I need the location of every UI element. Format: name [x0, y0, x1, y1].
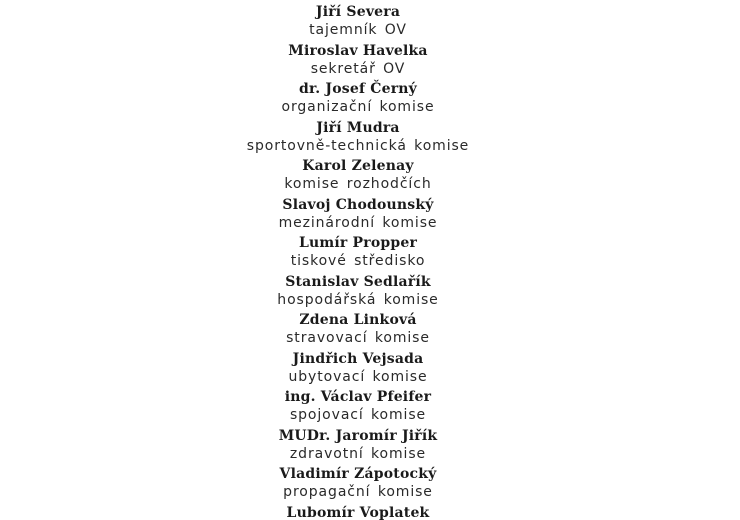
member-role: mezinárodní komise [278, 214, 438, 231]
member-entry [0, 42, 728, 81]
member-role: sportovně-technická komise [246, 137, 470, 154]
member-name: Lumír Propper [298, 235, 418, 251]
member-role: spojovací komise [289, 407, 427, 423]
member-role: stravovací komise [286, 330, 430, 346]
member-entry [0, 3, 728, 42]
member-role: organizační komise [281, 99, 435, 115]
member-name: MUDr. Jaromír Jiřík [278, 427, 438, 444]
member-entry [0, 350, 728, 389]
member-entry [0, 80, 728, 119]
member-role: tiskové středisko [290, 253, 426, 269]
member-entry [0, 311, 728, 350]
member-entry [0, 504, 728, 520]
member-name: Stanislav Sedlařík [285, 273, 431, 290]
member-name: Karol Zelenay [302, 158, 414, 174]
member-role: komise rozhodčích [284, 176, 432, 192]
member-entry [0, 119, 728, 158]
member-name: Jiří Severa [315, 4, 401, 20]
member-role: zdravotní komise [289, 445, 427, 462]
member-name: Slavoj Chodounský [282, 196, 434, 213]
member-name: Vladimír Zápotocký [279, 466, 437, 482]
member-name: dr. Josef Černý [298, 81, 417, 97]
member-entry [0, 427, 728, 466]
member-role: hospodářská komise [277, 291, 439, 308]
member-entry [0, 465, 728, 504]
member-entry [0, 388, 728, 427]
member-name: Zdena Linková [299, 312, 417, 328]
member-name: Jiří Mudra [316, 119, 400, 136]
committee-member-list [0, 3, 728, 520]
member-entry [0, 273, 728, 312]
member-role: ubytovací komise [288, 368, 428, 385]
member-entry [0, 157, 728, 196]
member-name: Miroslav Havelka [288, 42, 428, 59]
member-name: Jindřich Vejsada [292, 350, 424, 367]
member-entry [0, 234, 728, 273]
member-role: propagační komise [283, 484, 433, 500]
member-name: ing. Václav Pfeifer [284, 389, 432, 405]
member-name: Lubomír Voplatek [286, 504, 430, 520]
member-entry [0, 196, 728, 235]
member-role: tajemník OV [309, 22, 407, 38]
member-role: sekretář OV [310, 60, 406, 77]
